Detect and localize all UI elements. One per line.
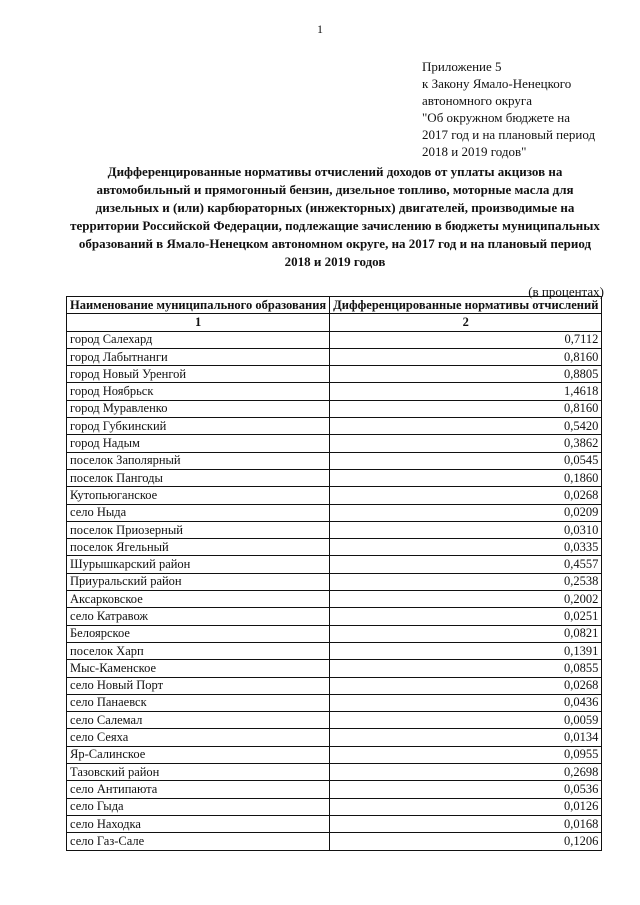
norm-value: 0,2698	[330, 764, 602, 781]
norm-value: 0,0059	[330, 712, 602, 729]
appendix-line: автономного округа	[422, 93, 532, 108]
table-row	[67, 798, 602, 815]
norm-value: 0,1206	[330, 833, 602, 850]
table-header-row	[67, 297, 602, 314]
norm-value: 0,0268	[330, 677, 602, 694]
norm-value: 1,4618	[330, 383, 602, 400]
table-row	[67, 400, 602, 417]
table-row	[67, 539, 602, 556]
table-row	[67, 764, 602, 781]
table-row	[67, 487, 602, 504]
municipality-name: село Гыда	[67, 798, 330, 815]
norm-value: 0,0126	[330, 798, 602, 815]
table-row	[67, 383, 602, 400]
units-note: (в процентах)	[528, 284, 604, 299]
norm-value: 0,0855	[330, 660, 602, 677]
page-number: 1	[317, 22, 323, 36]
norm-value: 0,2538	[330, 573, 602, 590]
table-row	[67, 331, 602, 348]
table-row	[67, 815, 602, 832]
table-row	[67, 608, 602, 625]
municipality-name: Мыс-Каменское	[67, 660, 330, 677]
table-row	[67, 573, 602, 590]
norm-value: 0,0168	[330, 815, 602, 832]
norm-value: 0,4557	[330, 556, 602, 573]
table-row	[67, 660, 602, 677]
municipality-name: Приуральский район	[67, 573, 330, 590]
table-row	[67, 556, 602, 573]
municipality-name: село Находка	[67, 815, 330, 832]
norm-value: 0,0545	[330, 452, 602, 469]
municipality-name: поселок Харп	[67, 642, 330, 659]
municipality-name: село Сеяха	[67, 729, 330, 746]
table-row	[67, 435, 602, 452]
municipality-name: Аксарковское	[67, 591, 330, 608]
appendix-line: к Закону Ямало-Ненецкого	[422, 76, 572, 91]
table-row	[67, 677, 602, 694]
municipality-name: город Муравленко	[67, 400, 330, 417]
norm-value: 0,0955	[330, 746, 602, 763]
document-title: Дифференцированные нормативы отчислений доходов от уплаты акцизов на автомобильный и прямогонный бензин, дизельное топливо, моторные масла для дизельных и (или) карбюраторных (инжекторных) двигателей, производимые на территории Российской Федерации, подлежащие зачислению в бюджеты муниципальных образований в Ямало-Ненецком автономном округе, на 2017 год и на плановый период 2018 и 2019 годов	[70, 164, 600, 269]
norm-value: 0,3862	[330, 435, 602, 452]
municipality-name: село Панаевск	[67, 694, 330, 711]
municipality-name: город Новый Уренгой	[67, 366, 330, 383]
municipality-name: город Ноябрьск	[67, 383, 330, 400]
municipality-name: поселок Приозерный	[67, 521, 330, 538]
appendix-note	[422, 58, 622, 160]
norm-value: 0,0536	[330, 781, 602, 798]
table-row	[67, 521, 602, 538]
municipality-name: город Губкинский	[67, 418, 330, 435]
table-row	[67, 642, 602, 659]
appendix-line: 2018 и 2019 годов"	[422, 144, 527, 159]
norm-value: 0,0134	[330, 729, 602, 746]
norm-value: 0,0821	[330, 625, 602, 642]
municipality-name: Тазовский район	[67, 764, 330, 781]
municipality-name: город Надым	[67, 435, 330, 452]
table-row	[67, 712, 602, 729]
norm-value: 0,1860	[330, 469, 602, 486]
municipality-name: Белоярское	[67, 625, 330, 642]
municipality-name: Шурышкарский район	[67, 556, 330, 573]
norm-value: 0,2002	[330, 591, 602, 608]
header-municipality: Наименование муниципального образования	[67, 297, 330, 314]
norms-table	[66, 296, 602, 851]
municipality-name: Кутопьюганское	[67, 487, 330, 504]
municipality-name: поселок Ягельный	[67, 539, 330, 556]
municipality-name: Яр-Салинское	[67, 746, 330, 763]
table-row	[67, 781, 602, 798]
norm-value: 0,0335	[330, 539, 602, 556]
municipality-name: село Катравож	[67, 608, 330, 625]
appendix-line: "Об окружном бюджете на	[422, 110, 570, 125]
norm-value: 0,0310	[330, 521, 602, 538]
norm-value: 0,0251	[330, 608, 602, 625]
norm-value: 0,1391	[330, 642, 602, 659]
table-row	[67, 418, 602, 435]
appendix-line: Приложение 5	[422, 59, 502, 74]
column-number-1: 1	[67, 314, 330, 331]
norm-value: 0,7112	[330, 331, 602, 348]
table-row	[67, 348, 602, 365]
header-norms: Дифференцированные нормативы отчислений	[330, 297, 602, 314]
norm-value: 0,8160	[330, 400, 602, 417]
municipality-name: город Лабытнанги	[67, 348, 330, 365]
municipality-name: село Новый Порт	[67, 677, 330, 694]
municipality-name: село Ныда	[67, 504, 330, 521]
table-row	[67, 625, 602, 642]
column-number-2: 2	[330, 314, 602, 331]
norm-value: 0,0436	[330, 694, 602, 711]
table-row	[67, 746, 602, 763]
table-row	[67, 469, 602, 486]
municipality-name: село Салемал	[67, 712, 330, 729]
table-row	[67, 366, 602, 383]
table-body	[67, 331, 602, 850]
municipality-name: поселок Пангоды	[67, 469, 330, 486]
table-row	[67, 729, 602, 746]
table-row	[67, 694, 602, 711]
table-column-numbers	[67, 314, 602, 331]
norm-value: 0,0209	[330, 504, 602, 521]
norm-value: 0,8805	[330, 366, 602, 383]
municipality-name: село Антипаюта	[67, 781, 330, 798]
table-row	[67, 833, 602, 850]
table-row	[67, 591, 602, 608]
norm-value: 0,0268	[330, 487, 602, 504]
municipality-name: поселок Заполярный	[67, 452, 330, 469]
appendix-line: 2017 год и на плановый период	[422, 127, 596, 142]
table-row	[67, 504, 602, 521]
table-row	[67, 452, 602, 469]
norm-value: 0,8160	[330, 348, 602, 365]
municipality-name: город Салехард	[67, 331, 330, 348]
norm-value: 0,5420	[330, 418, 602, 435]
municipality-name: село Газ-Сале	[67, 833, 330, 850]
